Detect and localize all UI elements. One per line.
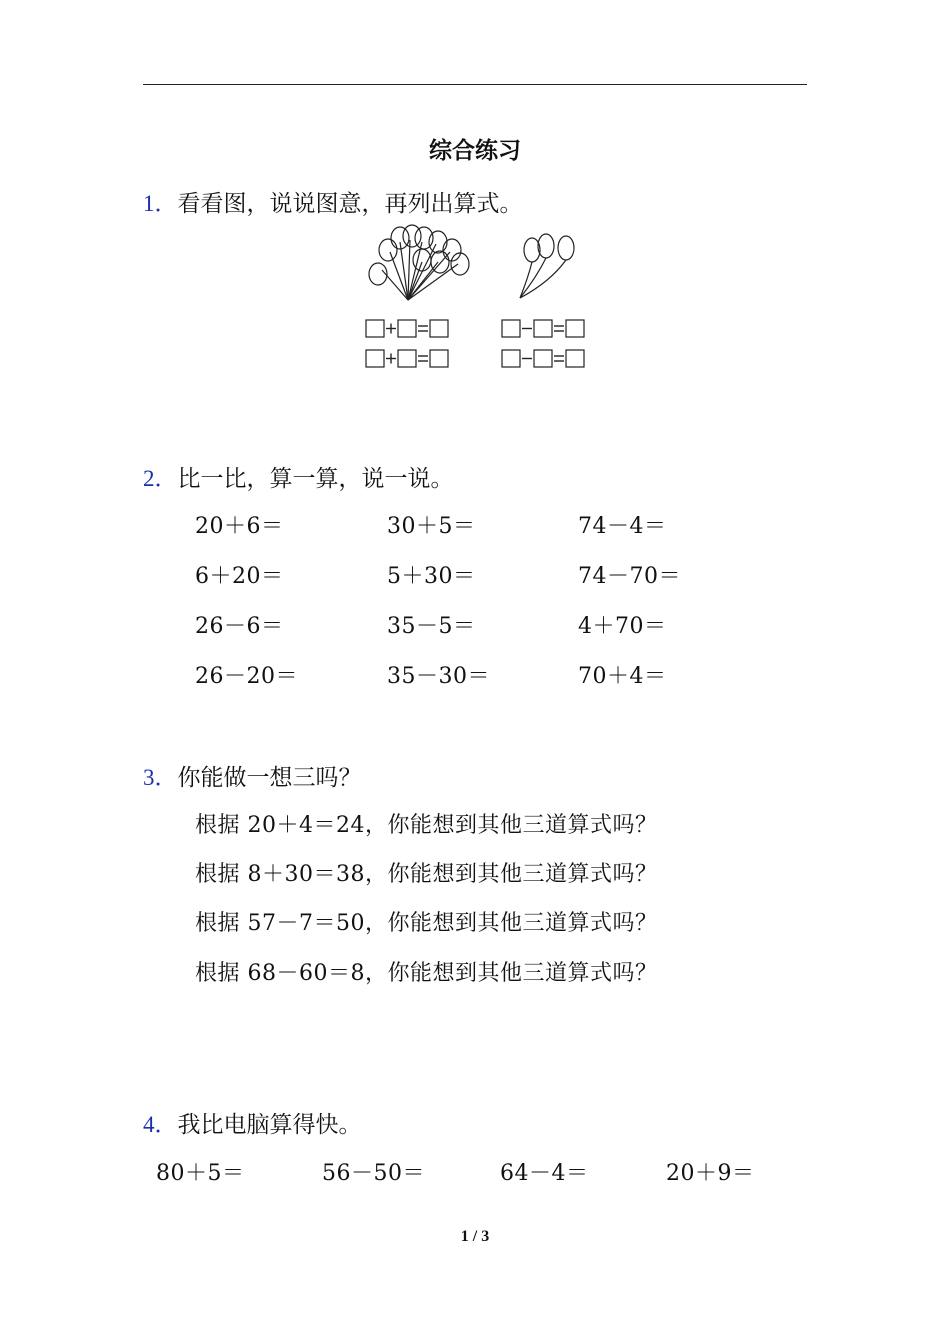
equation: 35－30＝ [387, 664, 490, 689]
equation: 6＋20＝ [195, 564, 284, 589]
prompt-line: 根据 57－7＝50，你能想到其他三道算式吗？ [195, 911, 658, 936]
equation: 56－50＝ [322, 1161, 425, 1186]
question-number: 2． [143, 466, 178, 491]
question-number: 3． [143, 765, 178, 790]
equation: 20＋9＝ [666, 1161, 755, 1186]
equation: 35－5＝ [387, 614, 476, 639]
question-3 [143, 759, 362, 792]
page-number: 1 / 3 [460, 1228, 490, 1245]
prompt-line: 根据 8＋30＝38，你能想到其他三道算式吗？ [195, 862, 658, 887]
equation: 20＋6＝ [195, 514, 284, 539]
header-rule [143, 84, 807, 85]
question-text: 你能做一想三吗？ [177, 765, 362, 791]
answer-boxes [366, 320, 584, 367]
prompt-line: 根据 20＋4＝24，你能想到其他三道算式吗？ [195, 813, 658, 838]
equation: 80＋5＝ [156, 1161, 245, 1186]
question-text: 我比电脑算得快。 [177, 1112, 362, 1138]
question-4 [143, 1106, 362, 1139]
equation: 64－4＝ [500, 1161, 589, 1186]
right-balloon-bunch [520, 234, 574, 298]
equation: 30＋5＝ [387, 514, 476, 539]
question-1 [143, 185, 523, 218]
question-text: 比一比，算一算，说一说。 [177, 466, 454, 492]
equation: 5＋30＝ [387, 564, 476, 589]
question-number: 1． [143, 191, 178, 216]
operator-signs [386, 324, 564, 364]
question-text: 看看图，说说图意，再列出算式。 [177, 191, 523, 217]
equation: 70＋4＝ [578, 664, 667, 689]
equation: 74－70＝ [578, 564, 681, 589]
prompt-line: 根据 68－60＝8，你能想到其他三道算式吗？ [195, 961, 658, 986]
equation: 26－20＝ [195, 664, 298, 689]
equation: 74－4＝ [578, 514, 667, 539]
equation: 26－6＝ [195, 614, 284, 639]
equation: 4＋70＝ [578, 614, 667, 639]
balloons-illustration [360, 222, 590, 372]
page-title: 综合练习 [429, 137, 521, 164]
question-2 [143, 460, 454, 493]
question-number: 4． [143, 1112, 178, 1137]
